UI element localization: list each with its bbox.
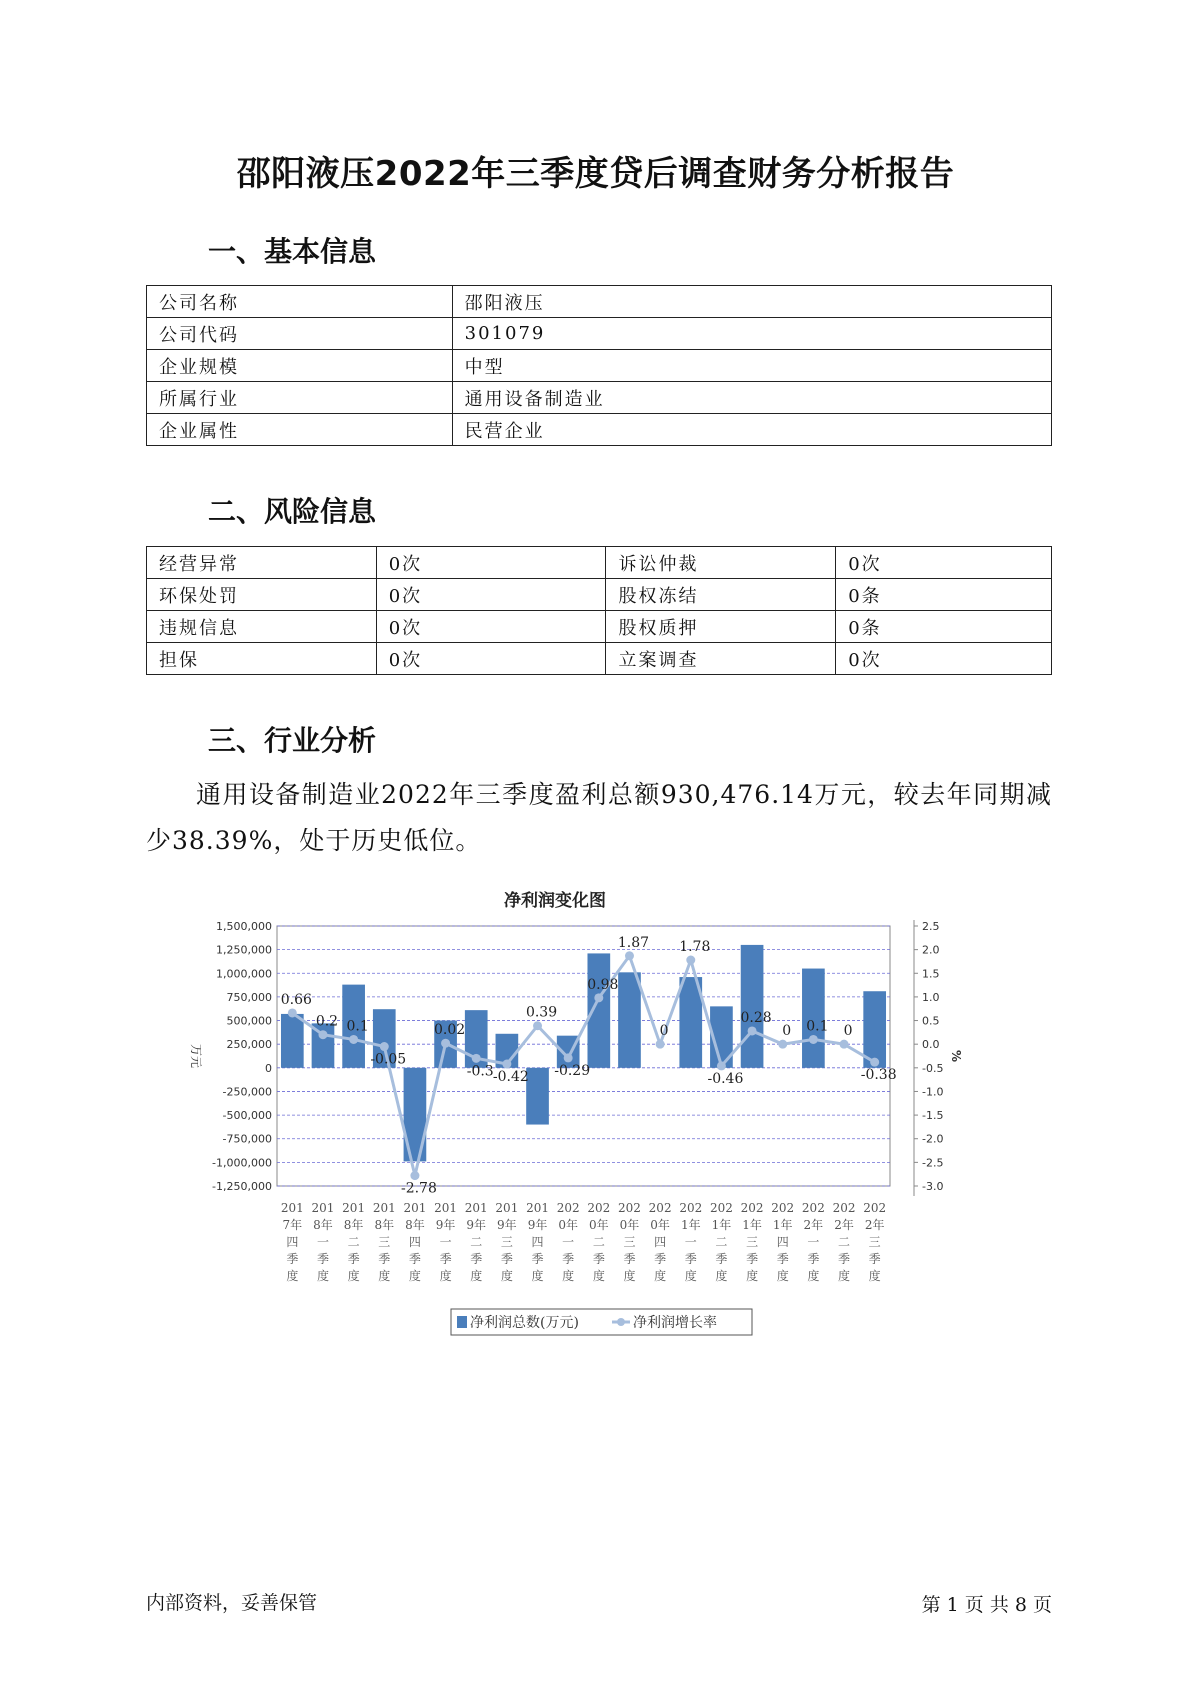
growth-data-label: 0.2	[315, 1013, 339, 1030]
growth-point	[410, 1171, 419, 1180]
basic-info-row	[147, 382, 1052, 414]
basic-info-value: 中型	[452, 350, 1051, 382]
x-tick-label-part: 1年	[711, 1218, 732, 1232]
legend-line-marker	[617, 1318, 625, 1326]
plot-area	[277, 926, 890, 1186]
basic-info-row	[147, 286, 1052, 318]
growth-data-label: 0.39	[525, 1004, 558, 1021]
x-tick-label-part: 201	[311, 1201, 335, 1215]
risk-info-row	[147, 611, 1052, 643]
x-tick-label-part: 一	[439, 1235, 452, 1249]
y-tick-label: -1,250,000	[212, 1180, 272, 1193]
risk-info-value: 0次	[376, 611, 606, 643]
x-tick-label-part: 8年	[405, 1218, 425, 1232]
growth-point	[318, 1030, 327, 1039]
risk-info-label: 诉讼仲裁	[606, 547, 836, 579]
growth-data-label: 0.1	[806, 1018, 829, 1035]
x-tick-label-part: 二	[592, 1235, 605, 1249]
x-tick-label-part: 二	[347, 1235, 360, 1249]
x-tick-label-part: 度	[776, 1269, 789, 1283]
x-tick-label-part: 0年	[650, 1218, 670, 1232]
y2-tick-label: 1.5	[922, 967, 940, 981]
industry-paragraph: 通用设备制造业2022年三季度盈利总额930,476.14万元，较去年同期减少38.39%，处于历史低位。	[146, 780, 1052, 855]
x-tick-label-part: 季	[838, 1252, 851, 1266]
growth-point	[809, 1035, 818, 1044]
x-tick-label-part: 201	[495, 1201, 519, 1215]
x-tick-label-part: 0年	[589, 1218, 609, 1232]
y2-tick-label: 2.5	[922, 920, 940, 933]
growth-data-label: 0.98	[587, 976, 619, 993]
x-tick-label-part: 季	[316, 1252, 329, 1266]
x-tick-label-part: 2年	[834, 1218, 854, 1232]
x-tick-label-part: 度	[623, 1269, 636, 1283]
x-tick-label-part: 202	[556, 1201, 580, 1215]
x-tick-label-part: 度	[286, 1269, 299, 1283]
risk-info-row	[147, 547, 1052, 579]
x-tick-label-part: 8年	[343, 1218, 364, 1232]
x-tick-label-part: 三	[623, 1235, 636, 1249]
growth-point	[686, 956, 695, 965]
growth-point	[472, 1054, 481, 1063]
x-tick-label-part: 9年	[527, 1218, 548, 1232]
y2-tick-label: 2.0	[922, 943, 940, 957]
x-tick-label-part: 季	[439, 1252, 452, 1266]
x-tick-label-part: 0年	[619, 1218, 640, 1232]
x-tick-label-part: 一	[807, 1235, 820, 1249]
risk-info-value: 0次	[376, 547, 606, 579]
legend-bar-label: 净利润总数(万元)	[470, 1315, 579, 1331]
growth-data-label: -0.38	[860, 1067, 897, 1084]
x-tick-label-part: 202	[679, 1201, 703, 1215]
x-tick-label-part: 度	[439, 1269, 452, 1283]
x-tick-label-part: 202	[801, 1201, 825, 1215]
y-tick-label: 1,250,000	[216, 943, 272, 957]
x-tick-label-part: 季	[592, 1252, 605, 1266]
risk-info-value: 0条	[836, 579, 1052, 611]
x-tick-label-part: 一	[684, 1235, 697, 1249]
x-tick-label-part: 1年	[772, 1218, 793, 1232]
x-tick-label-part: 一	[316, 1235, 329, 1249]
growth-data-label: 0.1	[346, 1018, 369, 1035]
risk-info-value: 0次	[376, 579, 606, 611]
y-tick-label: 1,000,000	[216, 967, 272, 981]
growth-point	[564, 1053, 573, 1062]
growth-point	[625, 951, 634, 960]
x-tick-label-part: 四	[654, 1235, 667, 1249]
y-tick-label: 750,000	[226, 990, 272, 1004]
basic-info-row	[147, 318, 1052, 350]
section-basic-heading: 一、基本信息	[208, 235, 377, 268]
x-tick-label-part: 季	[807, 1252, 820, 1266]
basic-info-table	[146, 285, 1052, 446]
growth-data-label: 0	[782, 1023, 792, 1040]
x-tick-label-part: 202	[832, 1201, 856, 1215]
x-tick-label-part: 202	[648, 1201, 672, 1215]
x-tick-label-part: 201	[280, 1201, 304, 1215]
x-tick-label-part: 四	[531, 1235, 544, 1249]
risk-info-table	[146, 546, 1052, 675]
basic-info-value: 邵阳液压	[452, 286, 1051, 318]
growth-data-label: 0	[659, 1023, 669, 1040]
x-tick-label-part: 1年	[680, 1218, 701, 1232]
x-tick-label-part: 202	[771, 1201, 795, 1215]
x-tick-label-part: 9年	[466, 1218, 487, 1232]
y-tick-label: -1,000,000	[212, 1156, 272, 1170]
risk-info-label: 经营异常	[147, 547, 377, 579]
x-tick-label-part: 度	[807, 1269, 820, 1283]
legend-bar-swatch	[457, 1316, 467, 1328]
risk-info-label: 违规信息	[147, 611, 377, 643]
x-tick-label-part: 季	[500, 1252, 513, 1266]
growth-point	[778, 1040, 787, 1049]
bar	[281, 1014, 304, 1068]
x-tick-label-part: 季	[684, 1252, 697, 1266]
risk-info-row	[147, 579, 1052, 611]
x-tick-label-part: 度	[592, 1269, 605, 1283]
bar	[741, 945, 764, 1068]
x-tick-label-part: 度	[316, 1269, 329, 1283]
growth-data-label: -0.46	[707, 1070, 744, 1087]
x-tick-label-part: 四	[408, 1235, 421, 1249]
x-tick-label-part: 季	[347, 1252, 360, 1266]
risk-info-label: 担保	[147, 643, 377, 675]
x-tick-label-part: 三	[378, 1235, 391, 1249]
growth-data-label: 0	[843, 1023, 853, 1040]
y2-tick-label: -1.0	[922, 1085, 944, 1099]
x-tick-label-part: 度	[654, 1269, 667, 1283]
x-tick-label-part: 202	[709, 1201, 733, 1215]
y-tick-label: 250,000	[226, 1038, 272, 1052]
x-tick-label-part: 度	[684, 1269, 697, 1283]
growth-point	[717, 1061, 726, 1070]
growth-point	[380, 1042, 389, 1051]
x-tick-label-part: 202	[863, 1201, 887, 1215]
x-tick-label-part: 8年	[313, 1218, 333, 1232]
x-tick-label-part: 0年	[558, 1218, 578, 1232]
x-tick-label-part: 季	[654, 1252, 667, 1266]
x-tick-label-part: 202	[740, 1201, 764, 1215]
y2-tick-label: 0.5	[922, 1014, 940, 1028]
risk-info-row	[147, 643, 1052, 675]
x-tick-label-part: 三	[868, 1235, 881, 1249]
x-tick-label-part: 2年	[803, 1218, 824, 1232]
x-tick-label-part: 季	[562, 1252, 575, 1266]
x-tick-label-part: 三	[500, 1235, 513, 1249]
x-tick-label-part: 二	[470, 1235, 483, 1249]
y-tick-label: -500,000	[222, 1109, 272, 1123]
x-tick-label-part: 度	[868, 1269, 881, 1283]
x-tick-label-part: 季	[715, 1252, 728, 1266]
y-tick-label: 0	[265, 1061, 272, 1075]
y2-tick-label: -3.0	[922, 1180, 944, 1193]
x-tick-label-part: 201	[403, 1201, 427, 1215]
x-tick-label-part: 一	[562, 1235, 575, 1249]
growth-data-label: -0.29	[554, 1062, 591, 1079]
x-tick-label-part: 202	[618, 1201, 641, 1215]
x-tick-label-part: 度	[347, 1269, 360, 1283]
basic-info-value: 通用设备制造业	[452, 382, 1051, 414]
x-tick-label-part: 季	[531, 1252, 544, 1266]
bar	[618, 972, 641, 1067]
y-tick-label: -250,000	[222, 1085, 272, 1099]
x-tick-label-part: 二	[838, 1235, 851, 1249]
risk-info-value: 0次	[836, 643, 1052, 675]
growth-point	[441, 1039, 450, 1048]
x-tick-label-part: 季	[378, 1252, 391, 1266]
y2-tick-label: -1.5	[922, 1109, 944, 1123]
x-tick-label-part: 四	[286, 1235, 299, 1249]
x-tick-label-part: 度	[715, 1269, 728, 1283]
x-tick-label-part: 1年	[742, 1218, 762, 1232]
footer-page-number: 第 1 页 共 8 页	[921, 1594, 1052, 1616]
growth-data-label: 0.66	[280, 991, 312, 1008]
y2-tick-label: -2.5	[922, 1156, 944, 1170]
growth-data-label: -0.05	[370, 1051, 407, 1068]
risk-info-label: 股权质押	[606, 611, 836, 643]
x-tick-label-part: 度	[531, 1269, 544, 1283]
section-industry-heading: 三、行业分析	[208, 724, 377, 757]
growth-point	[533, 1021, 542, 1030]
x-tick-label-part: 202	[587, 1201, 611, 1215]
x-tick-label-part: 7年	[282, 1218, 303, 1232]
basic-info-label: 所属行业	[147, 382, 453, 414]
x-tick-label-part: 度	[838, 1269, 851, 1283]
y2-tick-label: 0.0	[922, 1038, 940, 1052]
risk-info-value: 0次	[836, 547, 1052, 579]
growth-point	[656, 1040, 665, 1049]
y2-axis-label: %	[949, 1049, 963, 1063]
growth-point	[502, 1060, 511, 1069]
x-tick-label-part: 季	[623, 1252, 636, 1266]
x-tick-label-part: 三	[746, 1235, 759, 1249]
basic-info-label: 企业属性	[147, 414, 453, 446]
section-risk-heading: 二、风险信息	[208, 495, 377, 528]
y-tick-label: -750,000	[222, 1132, 272, 1146]
x-tick-label-part: 度	[408, 1269, 421, 1283]
growth-point	[748, 1026, 757, 1035]
y-axis-label: 万元	[189, 1043, 203, 1069]
risk-info-label: 股权冻结	[606, 579, 836, 611]
growth-data-label: -2.78	[400, 1180, 437, 1197]
x-tick-label-part: 度	[746, 1269, 759, 1283]
report-title: 邵阳液压2022年三季度贷后调查财务分析报告	[236, 154, 955, 194]
basic-info-value: 301079	[452, 318, 1051, 350]
x-tick-label-part: 四	[776, 1235, 789, 1249]
basic-info-value: 民营企业	[452, 414, 1051, 446]
x-tick-label-part: 201	[526, 1201, 549, 1215]
growth-point	[594, 993, 603, 1002]
x-tick-label-part: 201	[372, 1201, 396, 1215]
x-tick-label-part: 季	[286, 1252, 299, 1266]
growth-data-label: -0.3	[466, 1063, 494, 1080]
growth-data-label: 1.87	[617, 934, 650, 951]
x-tick-label-part: 2年	[864, 1218, 885, 1232]
x-tick-label-part: 度	[470, 1269, 483, 1283]
y2-tick-label: 1.0	[922, 990, 940, 1004]
growth-point	[288, 1008, 297, 1017]
y-tick-label: 1,500,000	[216, 920, 272, 933]
x-tick-label-part: 8年	[374, 1218, 395, 1232]
risk-info-label: 立案调查	[606, 643, 836, 675]
x-tick-label-part: 二	[715, 1235, 728, 1249]
x-tick-label-part: 9年	[497, 1218, 517, 1232]
risk-info-label: 环保处罚	[147, 579, 377, 611]
x-tick-label-part: 201	[434, 1201, 458, 1215]
basic-info-label: 企业规模	[147, 350, 453, 382]
growth-data-label: 0.02	[433, 1022, 466, 1039]
x-tick-label-part: 季	[746, 1252, 759, 1266]
basic-info-row	[147, 350, 1052, 382]
legend-line-label: 净利润增长率	[633, 1315, 717, 1331]
growth-point	[349, 1035, 358, 1044]
risk-info-value: 0条	[836, 611, 1052, 643]
growth-point	[870, 1058, 879, 1067]
x-tick-label-part: 201	[464, 1201, 488, 1215]
growth-data-label: 1.78	[679, 939, 711, 956]
growth-data-label: -0.42	[492, 1069, 529, 1086]
x-tick-label-part: 9年	[435, 1218, 456, 1232]
y2-tick-label: -0.5	[922, 1061, 944, 1075]
x-tick-label-part: 季	[470, 1252, 483, 1266]
bar	[526, 1068, 549, 1125]
basic-info-label: 公司名称	[147, 286, 453, 318]
x-tick-label-part: 度	[378, 1269, 391, 1283]
growth-data-label: 0.28	[740, 1009, 772, 1026]
net-profit-chart	[180, 888, 1080, 1358]
x-tick-label-part: 季	[868, 1252, 881, 1266]
risk-info-value: 0次	[376, 643, 606, 675]
x-tick-label-part: 季	[408, 1252, 421, 1266]
basic-info-row	[147, 414, 1052, 446]
x-tick-label-part: 度	[562, 1269, 575, 1283]
y2-tick-label: -2.0	[922, 1132, 944, 1146]
growth-point	[840, 1040, 849, 1049]
chart-title: 净利润变化图	[504, 891, 606, 911]
x-tick-label-part: 201	[342, 1201, 366, 1215]
footer-confidential: 内部资料，妥善保管	[146, 1592, 318, 1614]
x-tick-label-part: 度	[500, 1269, 513, 1283]
y-tick-label: 500,000	[226, 1014, 272, 1028]
basic-info-label: 公司代码	[147, 318, 453, 350]
x-tick-label-part: 季	[776, 1252, 789, 1266]
